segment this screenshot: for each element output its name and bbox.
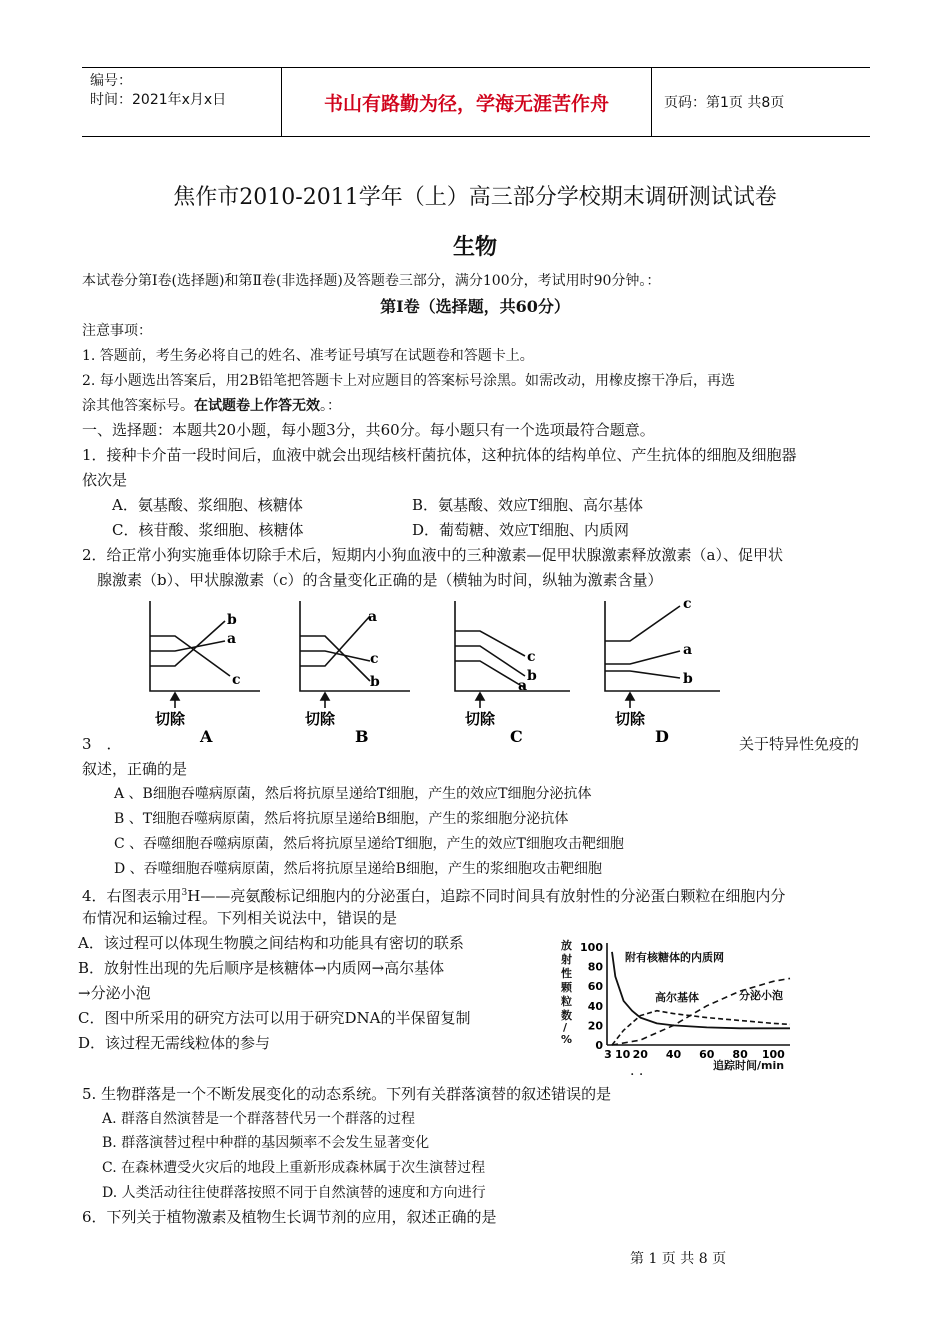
q4-x-tick-0: 3 bbox=[604, 1048, 612, 1061]
q4-radioactivity-chart bbox=[555, 935, 805, 1075]
q4-option-b: B．放射性出现的先后顺序是核糖体→内质网→高尔基体 bbox=[78, 959, 445, 977]
q2-panel-a-axes bbox=[150, 601, 260, 691]
q4-x-tick-3: 40 bbox=[665, 1048, 682, 1061]
q4-y-tick-0: 0 bbox=[595, 1039, 603, 1052]
q4-option-a: A．该过程可以体现生物膜之间结构和功能具有密切的联系 bbox=[78, 934, 464, 952]
q1-option-d: D．葡萄糖、效应T细胞、内质网 bbox=[412, 521, 630, 539]
q2-panel-c-cut-label: 切除 bbox=[465, 710, 496, 728]
q4-x-tick-2: 20 bbox=[632, 1048, 648, 1061]
q4-y-tick-4: 80 bbox=[587, 960, 603, 974]
page-footer: 第 1 页 共 8 页 bbox=[630, 1251, 727, 1267]
q2-panel-d-arrowhead bbox=[626, 693, 634, 700]
q1-option-c: C．核苷酸、浆细胞、核糖体 bbox=[112, 521, 304, 539]
q5-option-a: A. 群落自然演替是一个群落替代另一个群落的过程 bbox=[102, 1111, 416, 1127]
q2-panel-d-label-a: a bbox=[683, 642, 693, 658]
q2-panel-d-cut-label: 切除 bbox=[615, 710, 646, 728]
q2-panel-b-label-a: a bbox=[368, 609, 378, 625]
q1-stem-b: 依次是 bbox=[82, 471, 128, 489]
notice-heading: 注意事项： bbox=[82, 323, 152, 339]
q2-panel-d-label-c: c bbox=[683, 596, 692, 612]
q2-panel-a-label-c: c bbox=[232, 672, 241, 688]
q2-panel-a bbox=[150, 601, 260, 708]
q2-panel-a-label-b: b bbox=[227, 612, 237, 628]
q4-stem-a2-text: H——亮氨酸标记细胞内的分泌蛋白，追踪不同时间具有放射性的分泌蛋白颗粒在细胞内分 bbox=[187, 887, 786, 905]
q4-superscript: 3 bbox=[181, 888, 188, 898]
q4-ylabel-1: 放 bbox=[561, 939, 572, 952]
q1-stem-a: 1．接种卡介苗一段时间后，血液中就会出现结核杆菌抗体，这种抗体的结构单位、产生抗体的细胞及细胞器 bbox=[82, 446, 797, 464]
q1-option-b: B．氨基酸、效应T细胞、高尔基体 bbox=[412, 496, 644, 514]
part1-title: 第Ⅰ卷（选择题，共60分） bbox=[380, 297, 570, 316]
q6-stem: 6．下列关于植物激素及植物生长调节剂的应用，叙述正确的是 bbox=[82, 1208, 497, 1226]
q4-ylabel-7: / bbox=[563, 1021, 568, 1034]
q3-option-d: D 、吞噬细胞吞噬病原菌，然后将抗原呈递给B细胞，产生的浆细胞攻击靶细胞 bbox=[114, 861, 602, 877]
exam-title: 焦作市2010-2011学年（上）高三部分学校期末调研测试试卷 bbox=[173, 185, 777, 210]
notice-item-1: 1. 答题前，考生务必将自己的姓名、准考证号填写在试题卷和答题卡上。 bbox=[82, 348, 534, 364]
q2-panel-d-curve-c bbox=[605, 606, 680, 641]
q4-y-tick-1: 20 bbox=[587, 1019, 603, 1033]
q5-option-d: D. 人类活动往往使群落按照不同于自然演替的速度和方向进行 bbox=[102, 1185, 486, 1201]
q4-option-d: D．该过程无需线粒体的参与 bbox=[78, 1034, 271, 1052]
q4-x-tick-6: 100 bbox=[761, 1048, 785, 1061]
q2-stem-b: 腺激素（b）、甲状腺激素（c）的含量变化正确的是（横轴为时间，纵轴为激素含量） bbox=[97, 571, 663, 589]
q4-ylabel-8: % bbox=[561, 1033, 573, 1046]
q5-option-b: B. 群落演替过程中种群的基因频率不会发生显著变化 bbox=[102, 1135, 430, 1151]
q2-panel-c-arrowhead bbox=[476, 693, 484, 700]
q2-panel-b-axes bbox=[300, 601, 410, 691]
q1-option-a: A．氨基酸、浆细胞、核糖体 bbox=[112, 496, 303, 514]
q2-stem-a: 2．给正常小狗实施垂体切除手术后，短期内小狗血液中的三种激素—促甲状腺激素释放激素（a）、促甲状 bbox=[82, 546, 783, 564]
q3-option-c: C 、吞噬细胞吞噬病原菌，然后将抗原呈递给T细胞，产生的效应T细胞攻击靶细胞 bbox=[114, 836, 624, 852]
q4-y-tick-2: 40 bbox=[587, 999, 603, 1013]
q2-panel-d-title: D bbox=[655, 727, 669, 746]
q4-x-tick-5: 80 bbox=[732, 1048, 748, 1061]
q2-panel-d bbox=[605, 601, 720, 708]
q3-number: 3 ． bbox=[82, 735, 122, 753]
q2-panel-c-label-c: c bbox=[527, 649, 536, 665]
q4-ylabel-2: 射 bbox=[561, 953, 572, 966]
q2-panel-c bbox=[455, 601, 570, 708]
q4-ylabel-3: 性 bbox=[561, 967, 572, 980]
q3-option-b: B 、T细胞吞噬病原菌，然后将抗原呈递给B细胞，产生的浆细胞分泌抗体 bbox=[114, 811, 569, 827]
section-1-heading: 一、选择题：本题共20小题，每小题3分，共60分。每小题只有一个选项最符合题意。 bbox=[82, 421, 655, 439]
q5-option-c: C. 在森林遭受火灾后的地段上重新形成森林属于次生演替过程 bbox=[102, 1160, 486, 1176]
q4-option-b-cont: →分泌小泡 bbox=[78, 984, 151, 1002]
q4-legend-vesicle: 分泌小泡 bbox=[739, 989, 783, 1002]
q4-stem-a-text: 4．右图表示用 bbox=[82, 887, 182, 905]
q2-panel-b bbox=[300, 601, 410, 708]
header-page-info: 页码：第1页 共8页 bbox=[664, 95, 785, 111]
notice-item-2b bbox=[82, 395, 341, 417]
q4-x-tick-4: 60 bbox=[699, 1048, 715, 1061]
notice-item-2a: 2. 每小题选出答案后，用2B铅笔把答题卡上对应题目的答案标号涂黑。如需改动，用橡皮擦干净后，再选 bbox=[82, 373, 736, 389]
q4-chart-xlabel: 追踪时间/min bbox=[713, 1059, 785, 1072]
header-number: 编号： bbox=[90, 73, 132, 89]
q2-panel-b-label-c: c bbox=[370, 651, 379, 667]
page-header bbox=[82, 67, 870, 137]
q4-ylabel-4: 颗 bbox=[561, 981, 572, 994]
header-meta bbox=[82, 68, 282, 136]
q4-option-c: C．图中所采用的研究方法可以用于研究DNA的半保留复制 bbox=[78, 1009, 471, 1027]
q4-y-tick-3: 60 bbox=[587, 980, 603, 994]
notice-item-2b-end: 。： bbox=[320, 398, 341, 414]
q2-panel-d-curve-a bbox=[605, 651, 680, 664]
q4-footnote: . . bbox=[630, 1063, 644, 1079]
q2-panel-c-title: C bbox=[510, 727, 523, 746]
q2-panel-b-label-b: b bbox=[370, 674, 380, 690]
q3-stem-b: 叙述，正确的是 bbox=[82, 760, 188, 778]
q2-panel-a-label-a: a bbox=[227, 631, 237, 647]
q2-panel-b-arrowhead bbox=[321, 693, 329, 700]
notice-item-2b-text: 涂其他答案标号。 bbox=[82, 398, 194, 414]
q2-panel-a-title: A bbox=[200, 727, 213, 746]
q5-stem: 5. 生物群落是一个不断发展变化的动态系统。下列有关群落演替的叙述错误的是 bbox=[82, 1085, 612, 1103]
q2-panel-d-axes bbox=[605, 601, 720, 691]
q4-legend-golgi: 高尔基体 bbox=[655, 991, 699, 1004]
notice-item-2b-bold: 在试题卷上作答无效 bbox=[194, 398, 320, 414]
q2-panel-a-arrowhead bbox=[171, 693, 179, 700]
q2-panel-c-label-a: a bbox=[518, 678, 528, 694]
q2-panel-a-cut-label: 切除 bbox=[155, 710, 186, 728]
q4-ylabel-5: 粒 bbox=[561, 995, 572, 1008]
q4-x-tick-1: 10 bbox=[614, 1048, 631, 1061]
q2-panel-b-cut-label: 切除 bbox=[305, 710, 336, 728]
subject-title: 生物 bbox=[452, 234, 497, 260]
q4-legend-er: 附有核糖体的内质网 bbox=[625, 951, 724, 964]
q2-hormone-graphs bbox=[130, 596, 730, 746]
q2-panel-c-label-b: b bbox=[527, 668, 537, 684]
q3-stem-tail: 关于特异性免疫的 bbox=[739, 735, 860, 753]
q4-y-tick-5: 100 bbox=[580, 941, 603, 954]
q2-panel-d-label-b: b bbox=[683, 671, 693, 687]
q4-ylabel-6: 数 bbox=[561, 1009, 572, 1022]
header-date: 时间：2021年x月x日 bbox=[90, 92, 227, 108]
intro-text: 本试卷分第Ⅰ卷(选择题)和第Ⅱ卷(非选择题)及答题卷三部分，满分100分，考试用时90分钟。： bbox=[82, 273, 661, 289]
q2-panel-d-curve-b bbox=[605, 671, 680, 678]
q4-stem-a bbox=[82, 882, 785, 907]
q3-option-a: A 、B细胞吞噬病原菌，然后将抗原呈递给T细胞，产生的效应T细胞分泌抗体 bbox=[114, 786, 592, 802]
q2-panel-c-curve-a bbox=[455, 661, 525, 688]
q4-stem-b: 布情况和运输过程。下列相关说法中，错误的是 bbox=[82, 909, 398, 927]
header-motto: 书山有路勤为径，学海无涯苦作舟 bbox=[282, 68, 652, 136]
q4-chart-y-ticks bbox=[580, 941, 603, 1052]
q2-panel-b-title: B bbox=[355, 727, 369, 746]
